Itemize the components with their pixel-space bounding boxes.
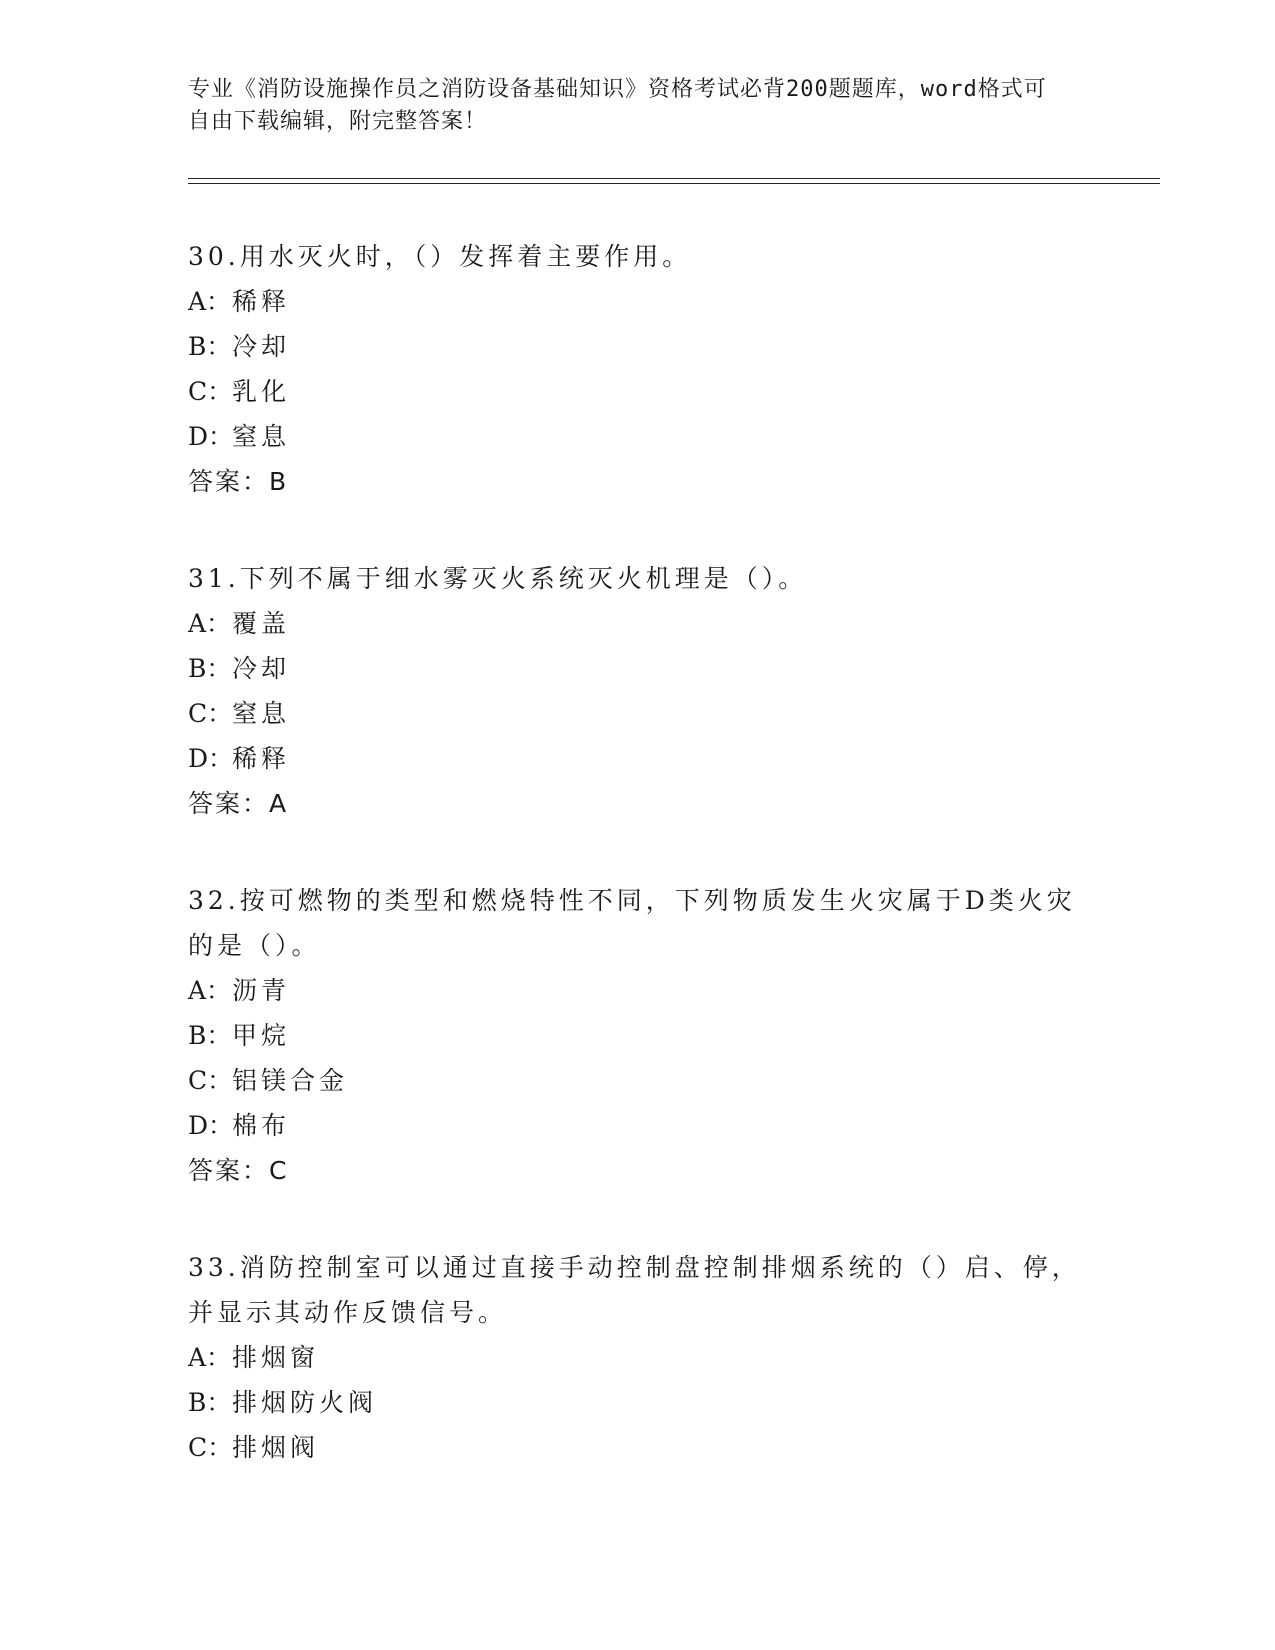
option-letter: C： [188,377,233,406]
question-list [188,234,1088,1522]
option-d [188,1103,1088,1148]
option-letter: B： [188,1388,232,1417]
option-c [188,691,1088,736]
option-text: 稀释 [232,287,291,316]
option-text: 冷却 [232,654,291,683]
option-text: 棉布 [232,1111,291,1140]
header-rule-top [188,178,1160,179]
option-letter: D： [188,422,234,451]
option-text: 窒息 [232,699,291,728]
answer: 答案：B [188,467,289,496]
question-31 [188,556,1088,826]
option-text: 甲烷 [232,1021,291,1050]
question-text: 31.下列不属于细水雾灭火系统灭火机理是（）。 [188,564,808,593]
option-a [188,1335,1088,1380]
option-text: 乳化 [232,377,291,406]
question-30 [188,234,1088,504]
option-text: 排烟防火阀 [232,1388,378,1417]
option-text: 排烟阀 [232,1433,320,1462]
option-letter: A： [188,287,232,316]
option-b [188,1013,1088,1058]
document-header: 专业《消防设施操作员之消防设备基础知识》资格考试必背200题题库，word格式可自由下载编辑，附完整答案！ [188,77,1047,134]
option-d [188,736,1088,781]
option-letter: D： [188,1111,234,1140]
option-text: 覆盖 [232,609,291,638]
option-a [188,279,1088,324]
option-letter: B： [188,654,232,683]
question-text: 33.消防控制室可以通过直接手动控制盘控制排烟系统的（）启、停，并显示其动作反馈信号。 [188,1253,1081,1327]
option-letter: D： [188,744,234,773]
option-letter: B： [188,332,232,361]
option-b [188,1380,1088,1425]
answer: 答案：A [188,789,289,818]
option-b [188,646,1088,691]
question-33 [188,1245,1088,1470]
option-d [188,414,1088,459]
option-text: 窒息 [232,422,291,451]
option-c [188,369,1088,414]
option-b [188,324,1088,369]
question-text: 30.用水灭火时，（）发挥着主要作用。 [188,242,692,271]
option-text: 排烟窗 [232,1343,320,1372]
question-32 [188,878,1088,1193]
option-letter: A： [188,1343,232,1372]
option-letter: C： [188,1066,233,1095]
option-c [188,1425,1088,1470]
question-text: 32.按可燃物的类型和燃烧特性不同，下列物质发生火灾属于D类火灾的是（）。 [188,886,1076,960]
option-text: 铝镁合金 [232,1066,349,1095]
option-text: 稀释 [232,744,291,773]
option-a [188,968,1088,1013]
option-letter: A： [188,609,232,638]
option-c [188,1058,1088,1103]
option-letter: B： [188,1021,232,1050]
option-text: 冷却 [232,332,291,361]
option-letter: C： [188,699,233,728]
option-a [188,601,1088,646]
option-letter: A： [188,976,232,1005]
option-text: 沥青 [232,976,291,1005]
option-letter: C： [188,1433,233,1462]
answer: 答案：C [188,1156,289,1185]
header-rule-bottom [188,183,1160,184]
